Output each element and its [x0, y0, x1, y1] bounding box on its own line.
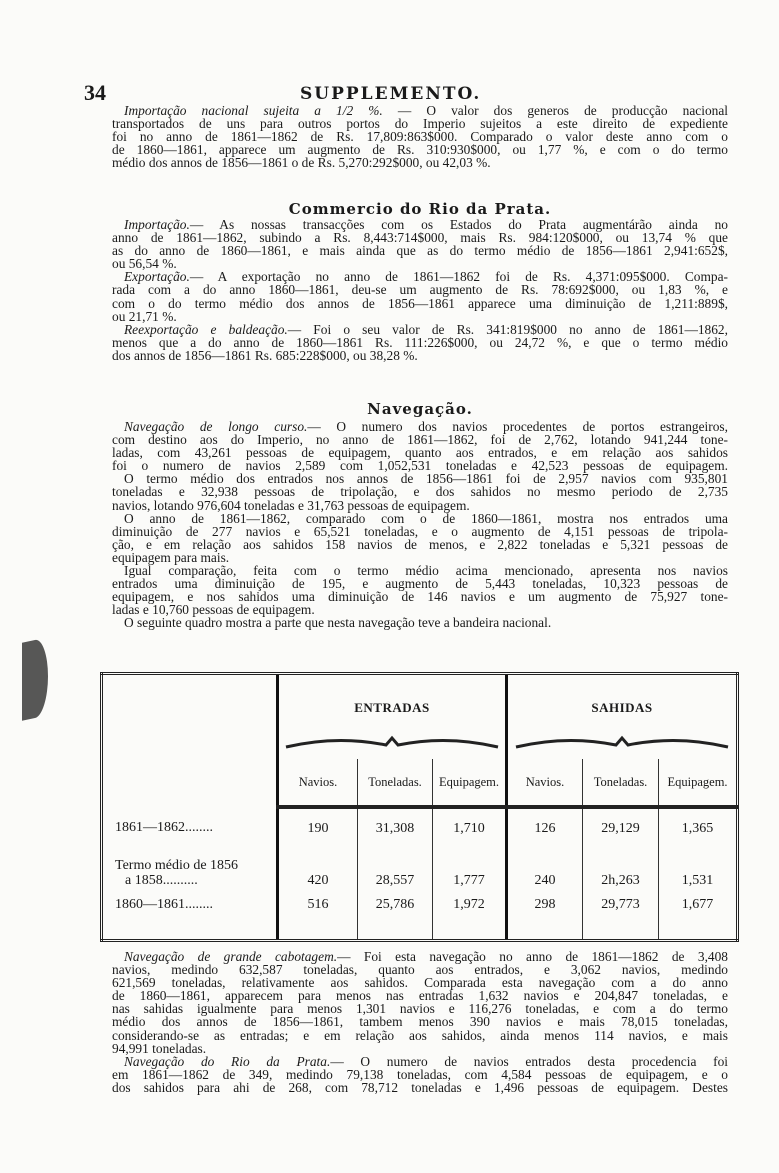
table-cell: 1,677 — [659, 897, 738, 941]
text-line: Igual comparação, feita com o termo médio acima mencionado, apresenta nos navios — [124, 563, 728, 579]
text-line: entrados uma diminuição de 195, e augmento de 5,443 toneladas, 10,323 pessoas de — [112, 576, 728, 592]
text-line: 621,569 toneladas, relativamente aos sahidos. Comparada esta navegação com a do anno — [112, 975, 728, 991]
table-cell: 2h,263 — [583, 849, 659, 897]
paragraph-lead: Exportação. — [124, 269, 190, 285]
table-cell: 1,531 — [659, 849, 738, 897]
table-cell: 298 — [507, 897, 583, 941]
paragraph-importacao-nacional — [112, 104, 728, 169]
paragraph-lead: Importação. — [124, 217, 190, 232]
section-heading: Commercio do Rio da Prata. — [288, 200, 552, 218]
text-line: de 1860—1861, apparece um augmento de Rs. 310:930$000, ou 1,77 %, e com o do termo — [112, 142, 728, 158]
text-line: — Foi esta navegação no anno de 1861—1862 de 3,408 — [337, 949, 728, 964]
column-header: Equipagem. — [433, 759, 507, 807]
text-line: ção, e em relação aos sahidos 158 navios de menos, e 2,822 toneladas e 5,321 pessoas de — [112, 536, 728, 552]
group-header-entradas: ENTRADAS — [278, 674, 507, 732]
table-row — [102, 807, 738, 849]
text-line: diminuição de 277 navios e 65,521 toneladas, e o augmento de 4,151 pessoas de tripola- — [112, 523, 728, 539]
text-line: menos que a do anno de 1860—1861 Rs. 111:226$000, ou 24,72 %, e que o termo médio — [112, 334, 728, 350]
text-line: rada com a do anno 1860—1861, deu-se um augmento de Rs. 78:692$000, ou 1,83 %, e — [112, 282, 728, 298]
paragraph-lead: Navegação de longo curso. — [124, 419, 308, 434]
text-line: transportados de uns para outros portos do Imperio sujeitos a este direito de expediente — [112, 116, 728, 132]
text-line: nas sahidas igualmente para menos 1,301 navios e 116,276 toneladas, e com a do termo — [112, 1001, 728, 1017]
table-cell: 240 — [507, 849, 583, 897]
text-line: — O numero de navios entrados desta procedencia foi — [330, 1053, 728, 1069]
text-line: com destino aos do Imperio, no anno de 1861—1862, foi de 2,762, lotando 941,244 tone- — [112, 432, 728, 448]
text-line: foi no anno de 1861—1862 de Rs. 17,809:863$000. Comparado o valor deste anno com o — [112, 129, 728, 145]
text-line: médio dos annos de 1856—1861, tambem menos 390 navios e mais 78,015 toneladas, — [112, 1014, 728, 1030]
table-cell: 516 — [278, 897, 358, 941]
row-label-line: a 1858.......... — [125, 873, 198, 888]
text-line: em 1861—1862 de 349, medindo 79,138 toneladas, com 4,584 pessoas de equipagem, e o — [112, 1066, 728, 1082]
column-header: Toneladas. — [358, 759, 433, 807]
text-line: considerando-se as entradas; e em relação aos sahidos, ainda menos 114 navios, e mais — [112, 1027, 728, 1043]
text-line: 94,991 toneladas. — [112, 1040, 207, 1056]
column-header: Navios. — [507, 759, 583, 807]
table-cell: 190 — [278, 807, 358, 849]
text-line: anno de 1861—1862, subindo a Rs. 8,443:714$000, mais Rs. 984:120$000, ou 13,74 % que — [112, 230, 728, 246]
row-label — [102, 849, 278, 897]
text-line: — O numero dos navios procedentes de portos estrangeiros, — [307, 419, 728, 434]
table-corner — [102, 674, 278, 808]
paragraph-lead: Reexportação e baldeação. — [124, 321, 288, 337]
navegacao-paragraphs — [112, 420, 728, 630]
text-line: — As nossas transacções com os Estados do Prata augmentárão ainda no — [189, 217, 728, 232]
commercio-paragraphs — [112, 218, 728, 362]
text-line: O seguinte quadro mostra a parte que nesta navegação teve a bandeira nacional. — [124, 615, 552, 631]
text-line: navios, medindo 632,587 toneladas, quanto aos entrados, e 3,062 navios, medindo — [112, 962, 728, 978]
column-header: Toneladas. — [583, 759, 659, 807]
paragraph-lead: Navegação de grande cabotagem. — [124, 949, 338, 964]
row-label: 1860—1861........ — [115, 897, 213, 912]
text-line: ladas e 10,760 pessoas de equipagem. — [112, 602, 315, 618]
brace-icon — [507, 731, 738, 759]
text-line: ou 21,71 %. — [112, 308, 177, 324]
table-row — [102, 897, 738, 941]
text-line: navios, lotando 976,604 toneladas e 31,763 pessoas de equipagem. — [112, 497, 470, 513]
text-line: toneladas e 32,938 pessoas de tripolação, e dos sahidos no mesmo periodo de 2,735 — [112, 484, 728, 500]
table-cell: 25,786 — [358, 897, 433, 941]
paragraph-lead: Navegação do Rio da Prata. — [124, 1053, 331, 1069]
column-header: Navios. — [278, 759, 358, 807]
table-cell: 31,308 — [358, 807, 433, 849]
brace-icon — [278, 731, 507, 759]
table-cell: 1,972 — [433, 897, 507, 941]
text-line: O anno de 1861—1862, comparado com o de 1860—1861, mostra nos entrados uma — [124, 510, 728, 526]
column-header: Equipagem. — [659, 759, 738, 807]
text-line: foi o numero de navios 2,589 com 1,052,531 toneladas e 42,523 pessoas de equipagem. — [112, 458, 728, 474]
table-cell: 1,710 — [433, 807, 507, 849]
text-line: equipagem, e nos sahidos uma diminuição de 146 navios e um augmento de 75,927 tone- — [112, 589, 728, 605]
running-title: SUPPLEMENTO. — [300, 84, 482, 104]
section-heading: Navegação. — [367, 400, 473, 418]
text-line: com o do termo médio dos annos de 1856—1861 apparece uma diminuição de 1,211:889$, — [112, 295, 728, 311]
row-label: 1861—1862........ — [115, 820, 213, 835]
text-line: ou 56,54 %. — [112, 256, 177, 272]
table-cell: 29,129 — [583, 807, 659, 849]
page-edge-mark — [22, 637, 48, 721]
paragraph-lead: Importação nacional sujeita a 1/2 %. — [124, 103, 383, 118]
table-cell: 1,365 — [659, 807, 738, 849]
table-cell: 28,557 — [358, 849, 433, 897]
row-label-line: Termo médio de 1856 — [115, 858, 239, 873]
text-line: médio dos annos de 1856—1861 o de Rs. 5,270:292$000, ou 42,03 %. — [112, 155, 491, 171]
table-cell: 1,777 — [433, 849, 507, 897]
table-cell: 420 — [278, 849, 358, 897]
group-header-sahidas: SAHIDAS — [507, 674, 738, 732]
page-number: 34 — [84, 80, 106, 105]
text-line: dos annos de 1856—1861 Rs. 685:228$000, ou 38,28 %. — [112, 347, 418, 363]
text-line: ladas, com 43,261 pessoas de equipagem, quanto aos entrados, e em relação aos sahidos — [112, 445, 728, 461]
text-line: dos sahidos para ahi de 268, com 78,712 toneladas e 1,496 pessoas de equipagem. Destes — [112, 1079, 728, 1095]
text-line: de 1860—1861, apparecem para menos nas entradas 1,632 navios e 204,847 toneladas, e — [112, 988, 728, 1004]
text-line: as do anno de 1860—1861, e mais ainda que as do termo médio de 1856—1861 2,941:652$, — [112, 243, 728, 259]
bandeira-nacional-table — [100, 672, 739, 942]
text-line: — A exportação no anno de 1861—1862 foi de Rs. 4,371:095$000. Compa- — [189, 269, 728, 285]
text-line: — O valor dos generos de producção nacional — [397, 103, 728, 118]
table-cell: 126 — [507, 807, 583, 849]
text-line: O termo médio dos entrados nos annos de 1856—1861 foi de 2,957 navios com 935,801 — [124, 471, 728, 487]
cabotagem-paragraphs — [112, 950, 728, 1094]
text-line: equipagem para mais. — [112, 549, 230, 565]
table-cell: 29,773 — [583, 897, 659, 941]
table-row — [102, 849, 738, 897]
text-line: — Foi o seu valor de Rs. 341:819$000 no anno de 1861—1862, — [287, 321, 728, 337]
